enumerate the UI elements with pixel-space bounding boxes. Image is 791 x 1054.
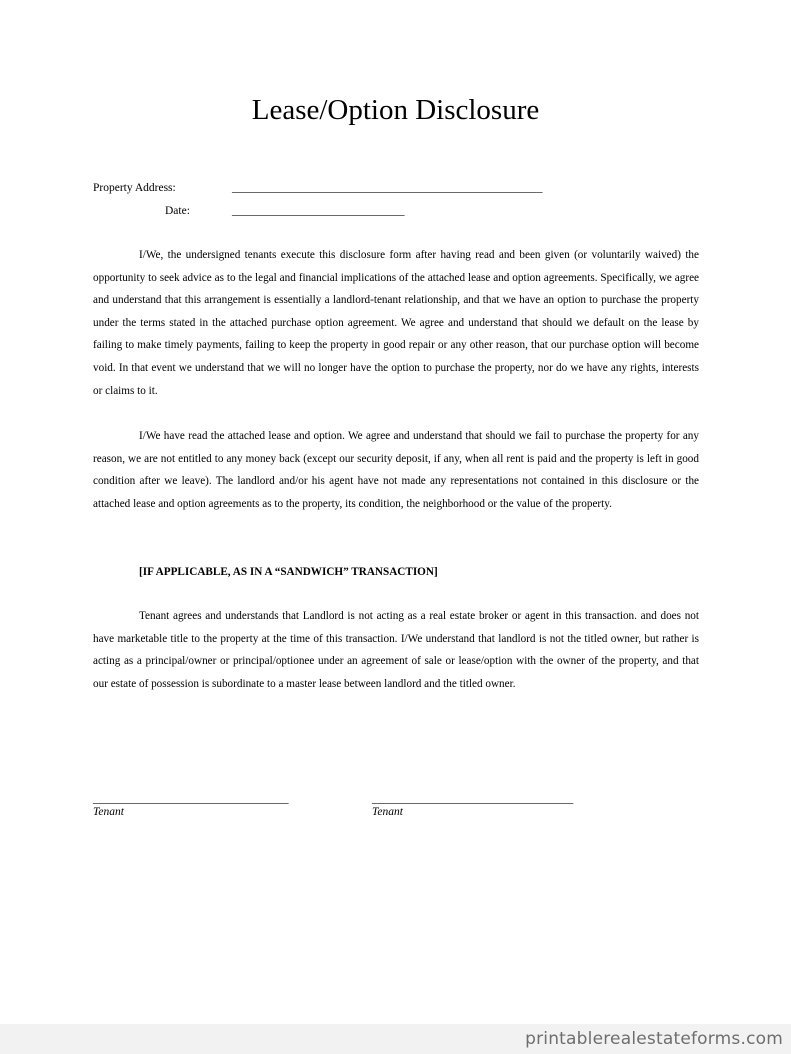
- sandwich-paragraph: Tenant agrees and understands that Landlord is not acting as a real estate broker or agent in this transaction. and does not have marketable title to the property at the time of this transaction. I/We understand that landlord is not the titled owner, but rather is acting as a principal/owner or principal/optionee under an agreement of sale or lease/option with the owner of the property, and that our estate of possession is subordinate to a master lease between landlord and the titled owner.: [93, 610, 699, 690]
- property-address-label: Property Address:: [93, 182, 176, 194]
- tenant-signature-label-1: Tenant: [93, 806, 124, 818]
- date-label: Date:: [165, 205, 190, 217]
- sandwich-section-heading: [IF APPLICABLE, AS IN A “SANDWICH” TRANSACTION]: [139, 566, 438, 578]
- footer-bar: [0, 1024, 791, 1054]
- tenant-signature-label-2: Tenant: [372, 806, 403, 818]
- disclosure-paragraph-1: I/We, the undersigned tenants execute this disclosure form after having read and been given (or voluntarily waived) the opportunity to seek advice as to the legal and financial implications of the attached lease and option agreements. Specifically, we agree and understand that this arrangement is essentially a landlord-tenant relationship, and that we have an option to purchase the property under the terms stated in the attached purchase option agreement. We agree and understand that should we default on the lease by failing to make timely payments, failing to keep the property in good repair or any other reason, that our purchase option will become void. In that event we understand that we will no longer have the option to purchase the property, nor do we have any rights, interests or claims to it.: [93, 249, 699, 397]
- tenant-signature-line-2: ___________________________________: [372, 793, 574, 805]
- disclosure-paragraph-2: I/We have read the attached lease and option. We agree and understand that should we fail to purchase the property for any reason, we are not entitled to any money back (except our security deposit, if any, when all rent is paid and the property is left in good condition after we leave). The landlord and/or his agent have not made any representations not contained in this disclosure or the attached lease and option agreements as to the property, its condition, the neighborhood or the value of the property.: [93, 430, 699, 510]
- date-blank: ______________________________: [232, 205, 405, 217]
- property-address-blank: ______________________________________________________: [232, 182, 543, 194]
- tenant-signature-line-1: __________________________________: [93, 793, 289, 805]
- footer-brand-watermark[interactable]: printablerealestateforms.com: [525, 1029, 783, 1049]
- page-title: Lease/Option Disclosure: [251, 94, 540, 126]
